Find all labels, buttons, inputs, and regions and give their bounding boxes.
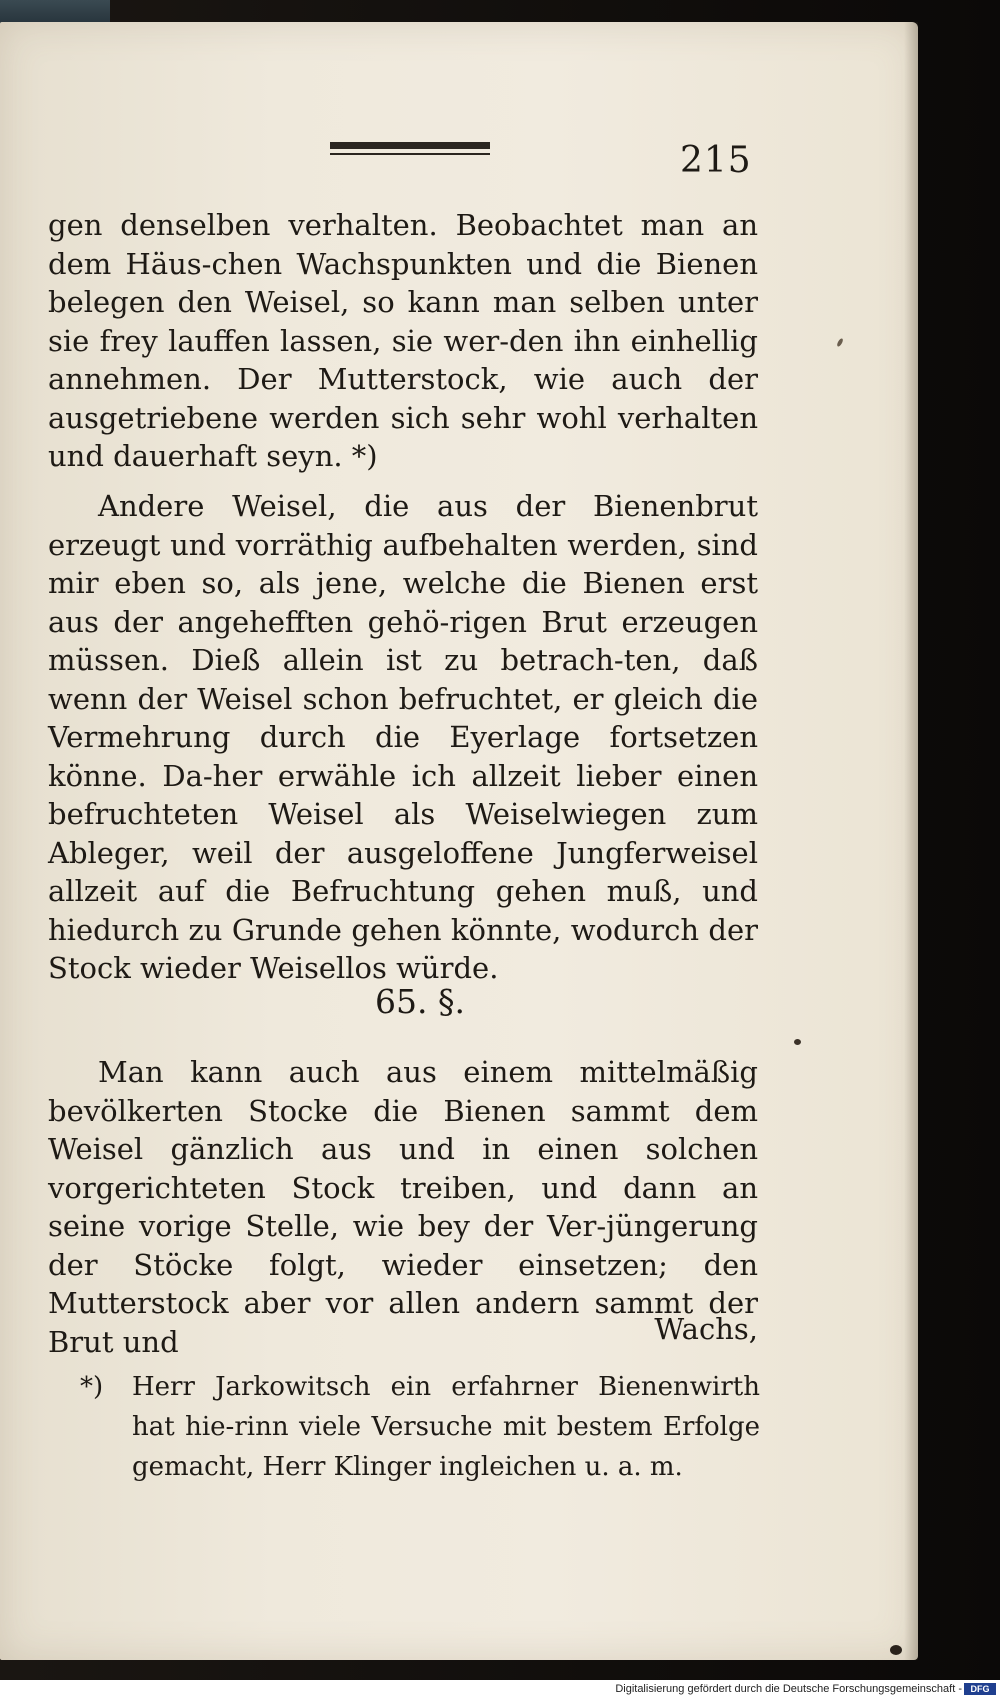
header-rule-thick [330, 142, 490, 149]
page-edge-shadow [904, 22, 918, 1660]
paragraph-1 [48, 206, 758, 476]
catchword: Wachs, [654, 1312, 758, 1346]
paragraph-1-text: gen denselben verhalten. Beobachtet man an dem Häus-chen Wachspunkten und die Bienen belegen den Weisel, so kann man selben unter sie frey lauffen lassen, sie wer-den ihn einhellig annehmen. Der Mutterstock, wie auch der ausgetriebene werden sich sehr wohl verhalten und dauerhaft seyn. *) [48, 208, 758, 473]
header-rule-thin [330, 153, 490, 155]
footnote-marker: *) [80, 1372, 104, 1402]
section-heading: 65. §. [375, 982, 465, 1021]
footnote [80, 1367, 760, 1487]
ink-speck [890, 1645, 902, 1655]
ink-speck [794, 1039, 801, 1045]
dfg-logo-icon: DFG [964, 1683, 996, 1695]
footnote-text: Herr Jarkowitsch ein erfahrner Bienenwirth hat hie-rinn viele Versuche mit bestem Erfolge gemacht, Herr Klinger ingleichen u. a. m. [132, 1372, 760, 1482]
paragraph-3-text: Man kann auch aus einem mittelmäßig bevölkerten Stocke die Bienen sammt dem Weisel gänzlich aus und in einen solchen vorgerichteten Stock treiben, und dann an seine vorige Stelle, wie bey der Ver-jüngerung der Stöcke folgt, wieder einsetzen; den Mutterstock aber vor allen andern sammt der Brut und [48, 1055, 758, 1359]
page-number: 215 [680, 140, 752, 181]
paragraph-2 [48, 487, 758, 988]
paragraph-2-text: Andere Weisel, die aus der Bienenbrut erzeugt und vorräthig aufbehalten werden, sind mir eben so, als jene, welche die Bienen erst aus der angehefften gehö-rigen Brut erzeugen müssen. Dieß allein ist zu betrach-ten, daß wenn der Weisel schon befruchtet, er gleich die Vermehrung durch die Eyerlage fortsetzen könne. Da-her erwähle ich allzeit lieber einen befruchteten Weisel als Weiselwiegen zum Ableger, weil der ausgeloffene Jungferweisel allzeit auf die Befruchtung gehen muß, und hiedurch zu Grunde gehen könnte, wodurch der Stock wieder Weisellos würde. [48, 489, 758, 985]
paper-mark [836, 338, 844, 348]
funding-credit: Digitalisierung gefördert durch die Deutsche Forschungsgemeinschaft - [615, 1683, 962, 1695]
book-page [0, 22, 918, 1660]
header-rule [330, 142, 490, 160]
digitization-footer [0, 1680, 1000, 1698]
